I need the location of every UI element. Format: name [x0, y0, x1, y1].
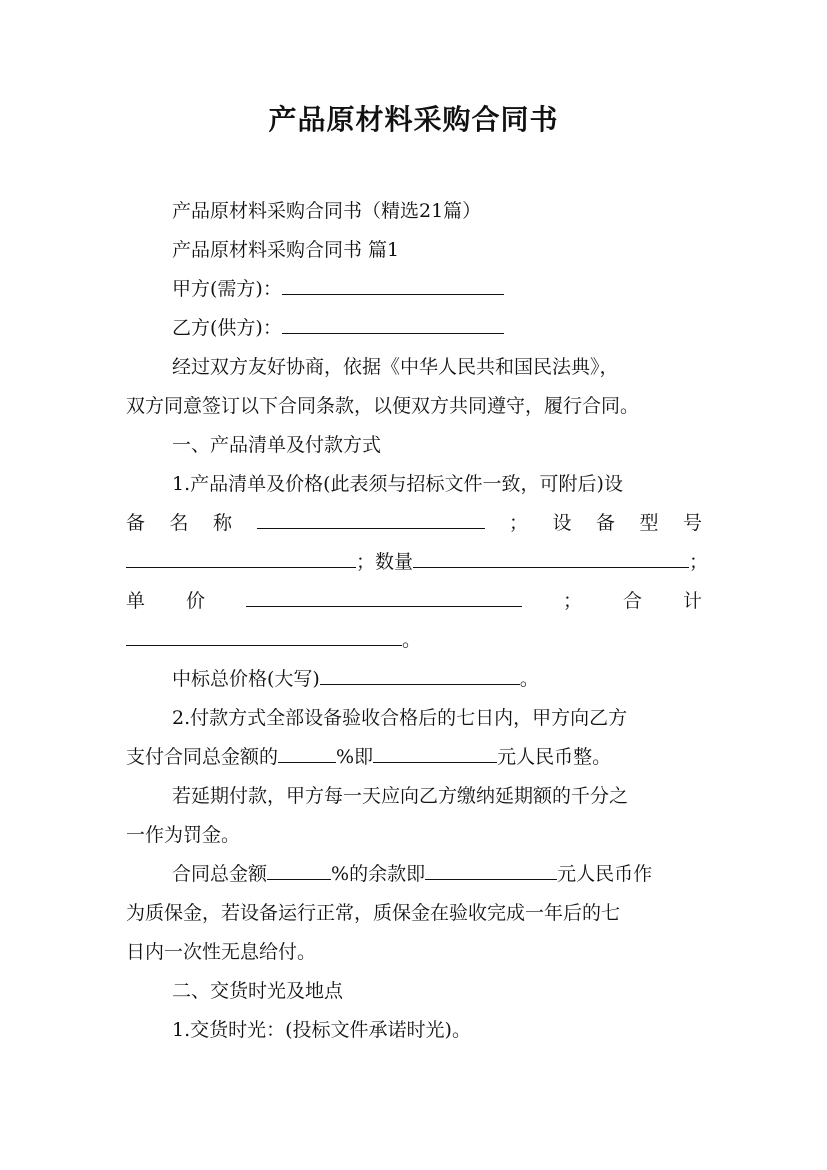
total-char-1: 合 [622, 590, 642, 612]
equip-name-blank[interactable] [257, 508, 485, 529]
total-blank[interactable] [126, 625, 402, 646]
equip-model-char-3: 型 [639, 512, 659, 534]
section-1-heading: 一、产品清单及付款方式 [172, 434, 382, 456]
period: 。 [402, 629, 422, 651]
payment-currency-text: 元人民币整。 [497, 746, 612, 768]
unit-price-char-1: 单 [126, 590, 146, 612]
intro-line-2: 双方同意签订以下合同条款，以便双方共同遵守，履行合同。 [126, 395, 640, 417]
unit-price-char-2: 价 [186, 590, 206, 612]
period: 。 [519, 668, 539, 690]
quantity-blank[interactable] [413, 547, 689, 568]
price-total-line [126, 586, 702, 616]
total-blank-line [126, 625, 702, 655]
payment-percent-text: %即 [336, 746, 374, 768]
remain-line-3: 日内一次性无息给付。 [126, 941, 317, 963]
quantity-label: 数量 [375, 551, 414, 573]
equip-name-char-2: 名 [169, 512, 189, 534]
unit-price-blank[interactable] [246, 586, 522, 607]
model-quantity-line [126, 547, 709, 577]
remain-percent-blank[interactable] [267, 859, 331, 880]
semicolon: ； [508, 512, 528, 534]
payment-line-1: 2.付款方式全部设备验收合格后的七日内，甲方向乙方 [172, 707, 628, 729]
intro-line-1: 经过双方友好协商，依据《中华人民共和国民法典》， [172, 356, 619, 378]
item-1-line-1: 1.产品清单及价格(此表须与招标文件一致，可附后)设 [172, 473, 623, 495]
section-2-heading: 二、交货时光及地点 [172, 980, 344, 1002]
remain-currency-text: 元人民币作 [557, 863, 653, 885]
payment-percent-blank[interactable] [278, 742, 336, 763]
bid-price-label: 中标总价格(大写) [172, 668, 320, 690]
subtitle-line: 产品原材料采购合同书（精选21篇） [172, 200, 482, 222]
payment-amount-blank[interactable] [373, 742, 497, 763]
equip-model-blank[interactable] [126, 547, 356, 568]
payment-label: 支付合同总金额的 [126, 746, 279, 768]
party-a-blank[interactable] [282, 274, 504, 295]
bid-price-line [126, 664, 702, 694]
equip-name-char-3: 称 [213, 512, 233, 534]
total-char-2: 计 [682, 590, 702, 612]
semicolon: ； [689, 551, 709, 573]
semicolon: ； [356, 551, 376, 573]
late-line-1: 若延期付款，甲方每一天应向乙方缴纳延期额的千分之 [172, 785, 629, 807]
equipment-line [126, 508, 702, 538]
equip-name-char-1: 备 [126, 512, 146, 534]
equip-model-char-4: 号 [682, 512, 702, 534]
delivery-line: 1.交货时光：(投标文件承诺时光)。 [172, 1019, 471, 1041]
semicolon: ； [562, 590, 582, 612]
remain-percent-text: %的余款即 [331, 863, 426, 885]
party-a-label: 甲方(需方)： [172, 278, 282, 300]
chapter-line: 产品原材料采购合同书 篇1 [172, 239, 400, 261]
equip-model-char-2: 备 [595, 512, 615, 534]
equip-model-char-1: 设 [552, 512, 572, 534]
remain-amount-blank[interactable] [425, 859, 557, 880]
document-title: 产品原材料采购合同书 [268, 103, 559, 136]
remain-label: 合同总金额 [172, 863, 268, 885]
party-b-line [126, 313, 702, 343]
party-a-line [126, 274, 702, 304]
bid-price-blank[interactable] [320, 664, 520, 685]
party-b-label: 乙方(供方)： [172, 317, 282, 339]
remain-line-1 [126, 859, 702, 889]
party-b-blank[interactable] [282, 313, 504, 334]
remain-line-2: 为质保金，若设备运行正常，质保金在验收完成一年后的七 [126, 902, 621, 924]
late-line-2: 一作为罚金。 [126, 824, 241, 846]
payment-line-2 [126, 742, 702, 772]
